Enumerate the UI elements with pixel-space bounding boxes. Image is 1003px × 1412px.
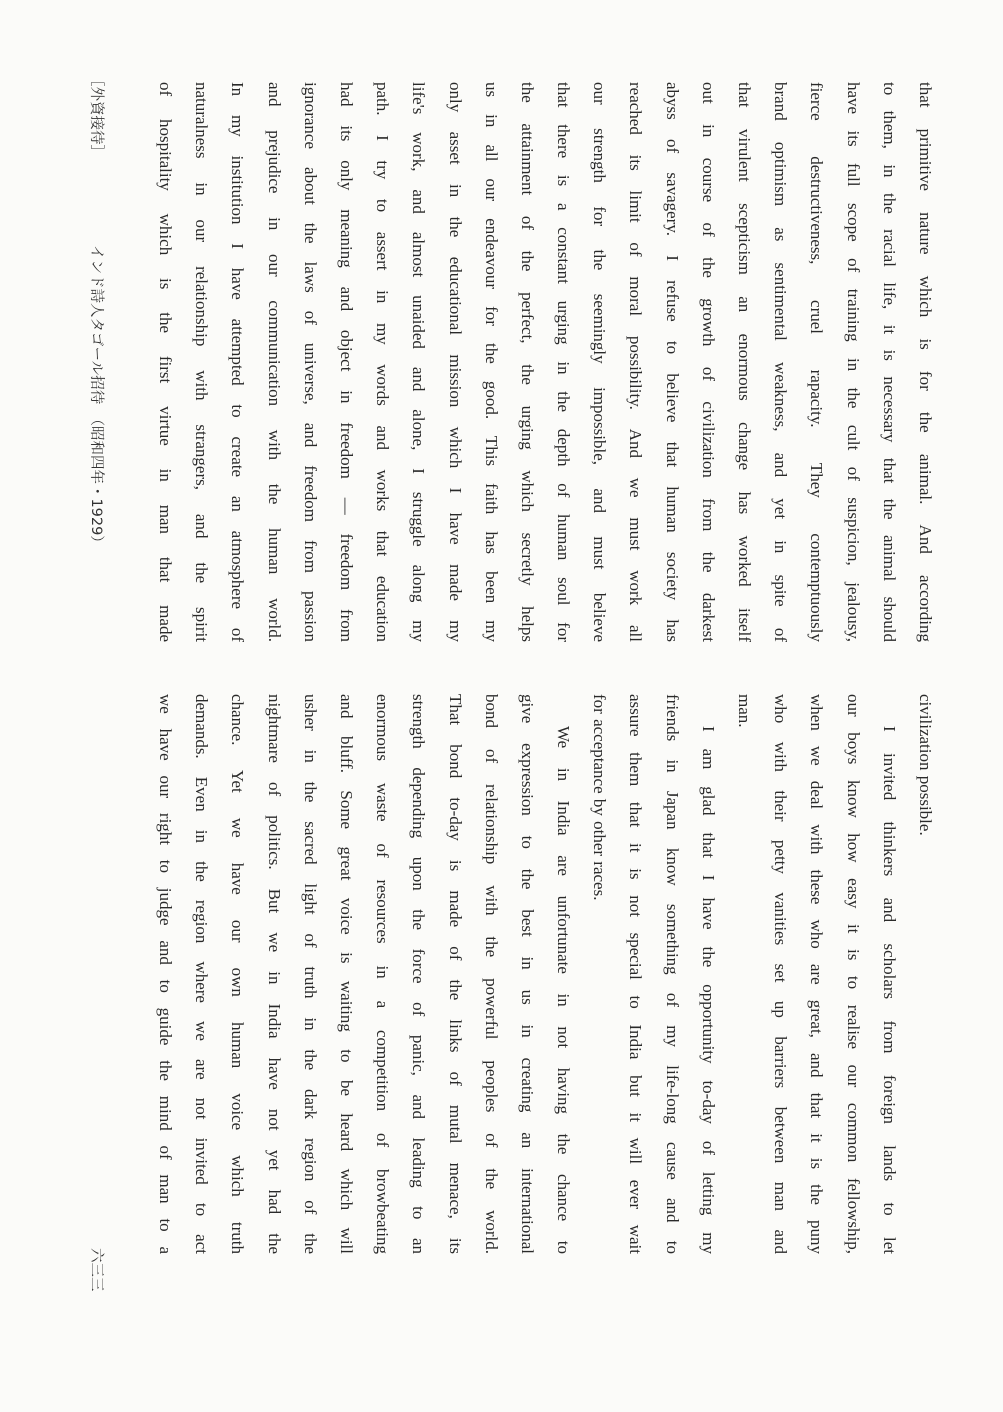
text-line: life's work, and almost unaided and alone, I struggle along my [409, 82, 429, 642]
text-line: naturalness in our relationship with strangers, and the spirit [192, 82, 212, 642]
text-line: when we deal with these who are great, and that it is the puny [807, 694, 827, 1254]
text-line: who with their petty vanities set up barriers between man and [771, 694, 791, 1254]
text-line: out in course of the growth of civilization from the darkest [698, 82, 718, 642]
text-line: In my institution I have attempted to create an atmosphere of [228, 82, 248, 642]
text-line: only asset in the educational mission which I have made my [445, 82, 465, 642]
text-line: our boys know how easy it is to realise our common fellowship, [843, 694, 863, 1254]
text-line: we have our right to judge and to guide the mind of man to a [156, 694, 176, 1254]
text-line: for acceptance by other races. [590, 694, 610, 901]
text-line: path. I try to assert in my words and works that education [373, 82, 393, 642]
text-line: I invited thinkers and scholars from foreign lands to let [879, 726, 899, 1254]
text-line: friends in Japan know something of my life-long cause and to [662, 694, 682, 1254]
text-line: enormous waste of resources in a competition of browbeating [373, 694, 393, 1254]
text-line: our strength for the seemingly impossible, and must believe [590, 82, 610, 642]
text-line: that there is a constant urging in the depth of human soul for [554, 82, 574, 642]
text-line: that primitive nature which is for the animal. And according [916, 82, 935, 642]
text-line: assure them that it is not special to India but it will ever wait [626, 694, 646, 1254]
text-line: and bluff. Some great voice is waiting to be heard which will [337, 694, 356, 1254]
running-title: インド詩人タゴール招待 （昭和四年・1929） [88, 245, 104, 550]
text-line: chance. Yet we have our own human voice which truth [228, 694, 248, 1254]
text-line: usher in the sacred light of truth in the dark region of the [300, 694, 320, 1254]
text-line: had its only meaning and object in freedom — freedom from [337, 82, 356, 642]
text-line: ignorance about the laws of universe, and freedom from passion [300, 82, 320, 642]
text-line: That bond to-day is made of the links of mutal menace, its [445, 694, 465, 1254]
text-line: nightmare of politics. But we in India have not yet had the [264, 694, 284, 1254]
left-text-column [147, 82, 943, 642]
text-line: reached its limit of moral possibility. And we must work all [626, 82, 646, 642]
text-line: bond of relationship with the powerful peoples of the world. [481, 694, 501, 1254]
page-number: 六三三 [88, 1248, 104, 1292]
text-line: I am glad that I have the opportunity to-day of letting my [698, 726, 718, 1254]
right-text-column [147, 694, 943, 1254]
text-line: that virulent scepticism an enormous change has worked itself [735, 82, 755, 642]
text-line: demands. Even in the region where we are not invited to act [192, 694, 212, 1254]
text-line: brand optimism as sentimental weakness, and yet in spite of [771, 82, 791, 642]
section-label: ［外資接待］ [88, 72, 104, 159]
text-line: to them, in the racial life, it is necessary that the animal should [879, 82, 899, 642]
text-line: and prejudice in our communication with the human world. [264, 82, 284, 642]
text-line: us in all our endeavour for the good. This faith has been my [481, 82, 501, 642]
text-line: strength depending upon the force of panic, and leading to an [409, 694, 429, 1254]
text-line: man. [735, 694, 755, 728]
text-line: civilization possible. [916, 694, 935, 836]
text-line: fierce destructiveness, cruel rapacity. They contemptuously [807, 82, 827, 642]
text-line: of hospitality which is the first virtue in man that made [156, 82, 176, 642]
text-line: the attainment of the perfect, the urging which secretly helps [517, 82, 537, 642]
text-line: have its full scope of training in the cult of suspicion, jealousy, [843, 82, 863, 642]
text-line: abyss of savagery. I refuse to believe that human society has [662, 82, 682, 642]
text-line: We in India are unfortunate in not having the chance to [554, 726, 574, 1254]
text-line: give expression to the best in us in creating an international [517, 694, 537, 1254]
